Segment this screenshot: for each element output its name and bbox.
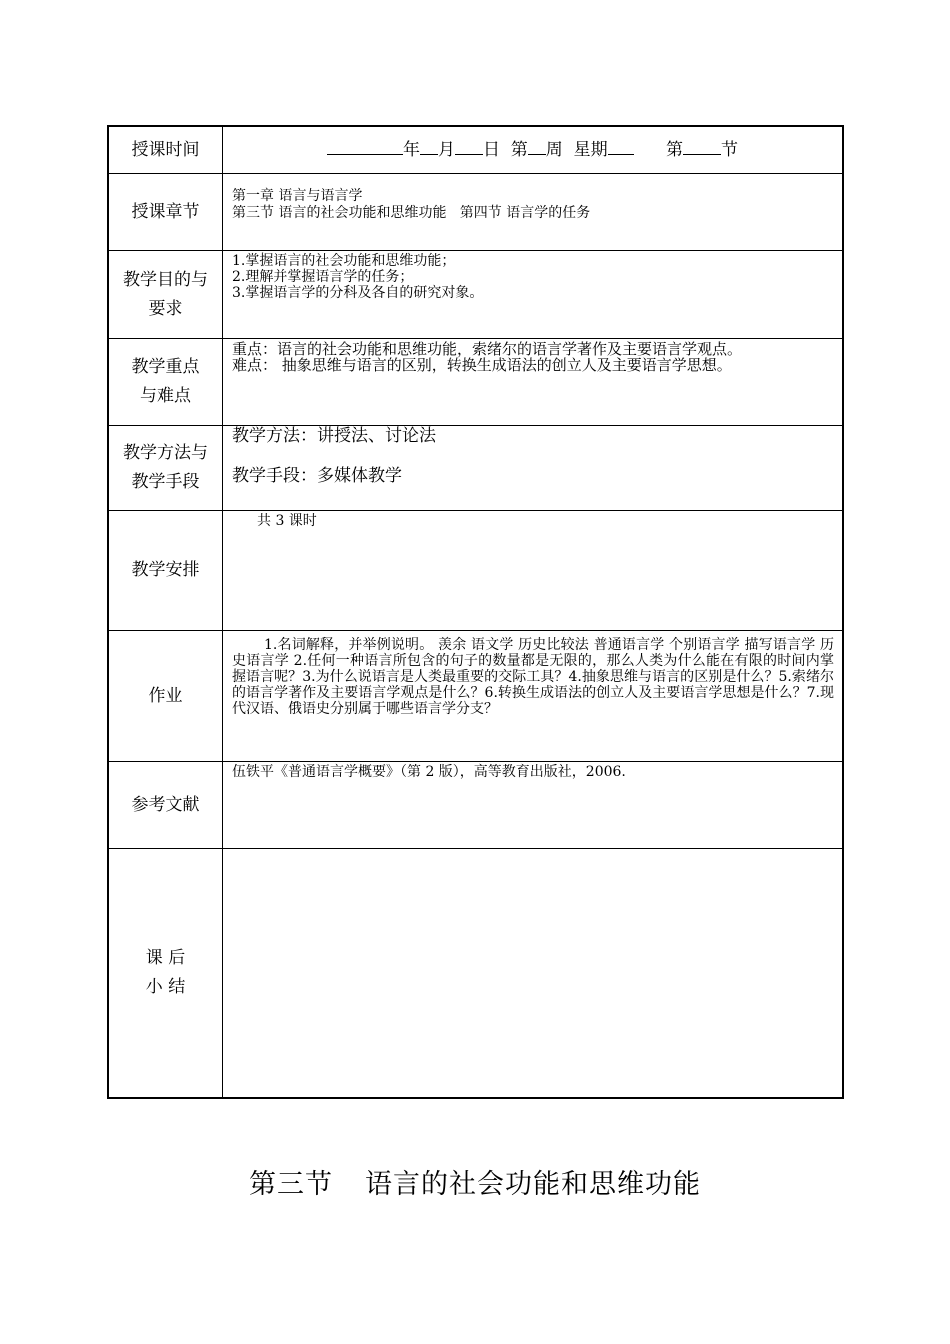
label-summary-line-1: 课 后 <box>145 948 186 968</box>
label-methods <box>108 426 223 511</box>
goal-item-1: 1.掌握语言的社会功能和思维功能； <box>232 253 456 269</box>
row-references <box>108 762 843 849</box>
teaching-means: 教学手段：多媒体教学 <box>232 466 402 486</box>
blank-month <box>420 136 438 155</box>
section-heading-number: 第三节 <box>249 1169 333 1200</box>
goal-item-2: 2.理解并掌握语言学的任务； <box>232 269 414 285</box>
label-homework: 作业 <box>108 631 223 762</box>
homework-content <box>223 631 844 762</box>
schedule-content: 共 3 课时 <box>223 511 844 631</box>
label-goals-line-1: 教学目的与 <box>123 269 208 290</box>
key-points-content <box>223 339 844 426</box>
label-references: 参考文献 <box>108 762 223 849</box>
text-month: 月 <box>437 140 455 160</box>
text-day: 日 <box>482 140 500 160</box>
label-goals <box>108 251 223 339</box>
methods-content <box>223 426 844 511</box>
blank-week <box>528 136 546 155</box>
homework-indent <box>232 637 264 653</box>
text-weekday: 星期 <box>573 140 608 160</box>
blank-day <box>455 136 483 155</box>
row-key-points <box>108 339 843 426</box>
row-teaching-time <box>108 126 843 174</box>
label-schedule: 教学安排 <box>108 511 223 631</box>
key-focus: 重点：语言的社会功能和思维功能，索绪尔的语言学著作及主要语言学观点。 <box>232 340 743 358</box>
label-key-points <box>108 339 223 426</box>
label-methods-line-2: 教学手段 <box>131 472 200 492</box>
row-summary <box>108 849 843 1099</box>
blank-year <box>327 136 403 155</box>
label-methods-line-1: 教学方法与 <box>123 443 208 463</box>
references-content: 伍铁平《普通语言学概要》（第 2 版），高等教育出版社，2006. <box>223 762 844 849</box>
label-summary-line-2: 小 结 <box>145 977 186 997</box>
label-key-points-line-1: 教学重点 <box>131 357 200 377</box>
summary-content <box>223 849 844 1099</box>
goals-content <box>223 251 844 339</box>
goal-item-3: 3.掌握语言学的分科及各自的研究对象。 <box>232 285 484 301</box>
teaching-method: 教学方法：讲授法、讨论法 <box>232 426 436 446</box>
key-difficulty: 难点： 抽象思维与语言的区别，转换生成语法的创立人及主要语言学思想。 <box>232 356 732 374</box>
chapter-line-1: 第一章 语言与语言学 <box>232 188 363 204</box>
text-year: 年 <box>402 140 420 160</box>
lesson-plan-table <box>107 125 844 1099</box>
label-key-points-line-2: 与难点 <box>140 386 191 406</box>
homework-text: 1.名词解释，并举例说明。 羡余 语文学 历史比较法 普通语言学 个别语言学 描写语言学 历史语言学 2.任何一种语言所包含的句子的数量都是无限的，那么人类为什么能在有限的时间内掌握语言呢？3.为什么说语言是人类最重要的交际工具？4.抽象思维与语言的区别是什么？5.索绪尔的语言学著作及主要语言学观点是什么？6.转换生成语法的创立人及主要语言学思想是什么？7.现代汉语、俄语史分别属于哪些语言学分支？ <box>232 637 834 717</box>
label-chapter: 授课章节 <box>108 174 223 251</box>
text-period: 节 <box>721 140 739 160</box>
row-schedule <box>108 511 843 631</box>
text-period-prefix: 第 <box>666 140 684 160</box>
label-teaching-time: 授课时间 <box>108 126 223 174</box>
row-goals <box>108 251 843 339</box>
chapter-line-2: 第三节 语言的社会功能和思维功能 第四节 语言学的任务 <box>232 205 591 221</box>
row-homework <box>108 631 843 762</box>
text-week-prefix: 第 <box>510 140 528 160</box>
row-chapter <box>108 174 843 251</box>
row-methods <box>108 426 843 511</box>
blank-weekday <box>608 136 634 155</box>
section-heading-title: 语言的社会功能和思维功能 <box>365 1169 701 1200</box>
chapter-content <box>223 174 844 251</box>
label-goals-line-2: 要求 <box>148 298 183 319</box>
label-summary <box>108 849 223 1099</box>
section-heading <box>0 1168 950 1202</box>
teaching-time-fields <box>223 126 844 174</box>
blank-period <box>683 136 721 155</box>
text-week: 周 <box>545 140 563 160</box>
